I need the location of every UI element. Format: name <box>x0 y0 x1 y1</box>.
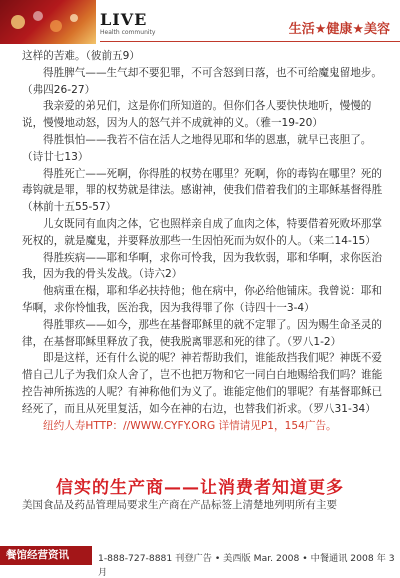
header-decoration <box>0 0 96 44</box>
paragraph: 得胜脾气——生气却不要犯罪，不可含怒到日落，也不可给魔鬼留地步。（弗四26-27） <box>22 66 382 96</box>
paragraph: 我亲爱的弟兄们，这是你们所知道的。但你们各人要快快地听，慢慢的说，慢慢地动怒，因为人的怒气并不成就神的义。（雅一19-20） <box>22 100 372 130</box>
footer-section-tab: 餐馆经营资讯 <box>0 546 92 565</box>
header-live-label: LIVE <box>100 10 148 29</box>
ornament-icon <box>8 6 88 38</box>
paragraph: 这样的苦难。（彼前五9） <box>22 50 140 62</box>
article-lead: 美国食品及药品管理局要求生产商在产品标签上清楚地列明所有主要 <box>22 499 337 511</box>
paragraph: 得胜惧怕——我若不信在活人之地得见耶和华的恩惠，就早已丧胆了。（诗廿七13） <box>22 133 372 163</box>
paragraph: 他病重在榻，耶和华必扶持他；他在病中，你必给他铺床。我曾说：耶和华啊，求你怜恤我，医治我，因为我得罪了你（诗四十一3-4） <box>22 285 382 314</box>
page-header <box>0 0 400 44</box>
page-footer <box>0 542 400 578</box>
article-headline: 信实的生产商——让消费者知道更多 <box>56 478 344 498</box>
advertisement-link[interactable]: 纽约人寿HTTP：//WWW.CYFY.ORG 详情请见P1，154广告。 <box>43 419 337 432</box>
article-body <box>22 48 384 434</box>
paragraph: 得胜死亡——死啊，你得胜的权势在哪里？死啊，你的毒钩在哪里？死的毒钩就是罪，罪的权势就是律法。感谢神，使我们借着我们的主耶稣基督得胜（林前十五55-57） <box>22 167 383 214</box>
paragraph: 儿女既同有血肉之体，它也照样亲自成了血肉之体，特要借着死败坏那掌死权的，就是魔鬼，并要释放那些一生因怕死而为奴仆的人。（来二14-15） <box>22 217 382 247</box>
header-section-title: 生活★健康★美容 <box>288 22 390 37</box>
paragraph: 得胜罪疚——如今，那些在基督耶稣里的就不定罪了。因为赐生命圣灵的律，在基督耶稣里释放了我，使我脱离罪恶和死的律了。（罗八1-2） <box>22 318 382 348</box>
paragraph: 即是这样，还有什么说的呢？神若帮助我们，谁能敌挡我们呢？神既不爱惜自己儿子为我们众人舍了，岂不也把万物和它一同白白地赐给我们吗？谁能控告神所拣选的人呢？有神称他们为义了。谁能定他们的罪呢？有基督耶稣已经死了，而且从死里复活，如今在神的右边，也替我们祈求。（罗八31-34） <box>22 352 383 415</box>
header-sub-label: Health community <box>100 29 156 36</box>
paragraph: 得胜疾病——耶和华啊，求你可怜我，因为我软弱，耶和华啊，求你医治我，因为我的骨头发战。（诗六2） <box>22 251 382 281</box>
footer-info: 1-888-727-8881 刊登广告 • 美西版 Mar. 2008 • 中餐通讯 2008 年 3 月 <box>98 553 395 578</box>
header-divider <box>100 41 400 42</box>
